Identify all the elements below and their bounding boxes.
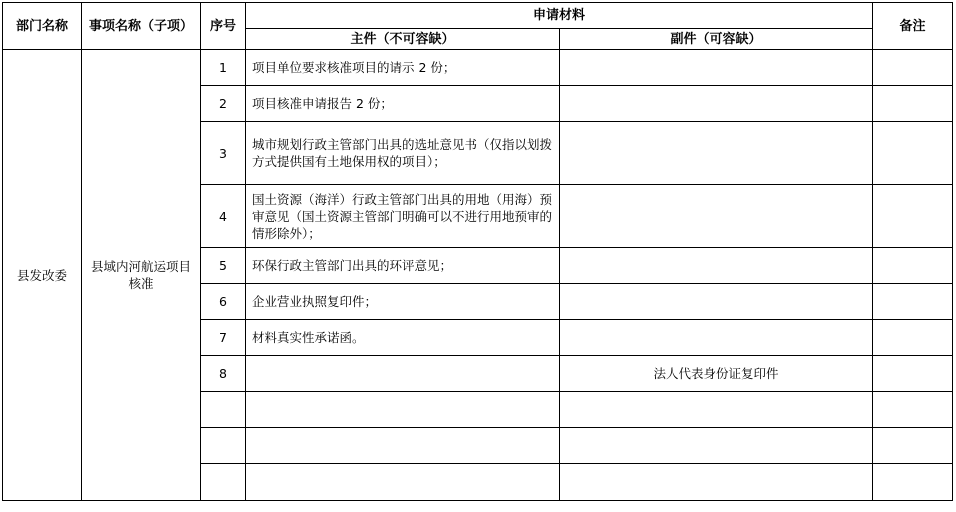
note-cell	[873, 356, 953, 392]
main-cell: 环保行政主管部门出具的环评意见；	[246, 248, 560, 284]
note-cell	[873, 320, 953, 356]
sub-cell	[560, 86, 873, 122]
header-seq: 序号	[201, 3, 246, 50]
main-cell	[246, 356, 560, 392]
note-cell	[873, 50, 953, 86]
header-item: 事项名称（子项）	[82, 3, 201, 50]
seq-cell: 1	[201, 50, 246, 86]
seq-cell: 7	[201, 320, 246, 356]
seq-cell: 5	[201, 248, 246, 284]
main-cell: 城市规划行政主管部门出具的选址意见书（仅指以划拨方式提供国有土地保用权的项目）；	[246, 122, 560, 185]
note-cell	[873, 86, 953, 122]
seq-cell: 8	[201, 356, 246, 392]
note-cell	[873, 248, 953, 284]
header-row-1	[3, 3, 953, 29]
header-materials: 申请材料	[246, 3, 873, 29]
header-sub: 副件（可容缺）	[560, 29, 873, 50]
sub-cell	[560, 284, 873, 320]
materials-table	[2, 2, 953, 501]
main-cell: 项目单位要求核准项目的请示 2 份；	[246, 50, 560, 86]
sub-cell	[560, 248, 873, 284]
seq-cell: 3	[201, 122, 246, 185]
item-cell: 县域内河航运项目核准	[82, 50, 201, 501]
header-dept: 部门名称	[3, 3, 82, 50]
sub-cell	[560, 185, 873, 248]
header-note: 备注	[873, 3, 953, 50]
seq-cell: 2	[201, 86, 246, 122]
sub-cell	[560, 50, 873, 86]
main-cell: 材料真实性承诺函。	[246, 320, 560, 356]
note-cell	[873, 284, 953, 320]
seq-cell: 6	[201, 284, 246, 320]
sub-cell	[560, 122, 873, 185]
dept-cell: 县发改委	[3, 50, 82, 501]
note-cell	[873, 122, 953, 185]
sub-cell: 法人代表身份证复印件	[560, 356, 873, 392]
main-cell: 企业营业执照复印件；	[246, 284, 560, 320]
note-cell	[873, 185, 953, 248]
main-cell: 项目核准申请报告 2 份；	[246, 86, 560, 122]
main-cell: 国土资源（海洋）行政主管部门出具的用地（用海）预审意见（国土资源主管部门明确可以不进行用地预审的情形除外）；	[246, 185, 560, 248]
seq-cell: 4	[201, 185, 246, 248]
sub-cell	[560, 320, 873, 356]
table-row	[3, 50, 953, 86]
header-main: 主件（不可容缺）	[246, 29, 560, 50]
